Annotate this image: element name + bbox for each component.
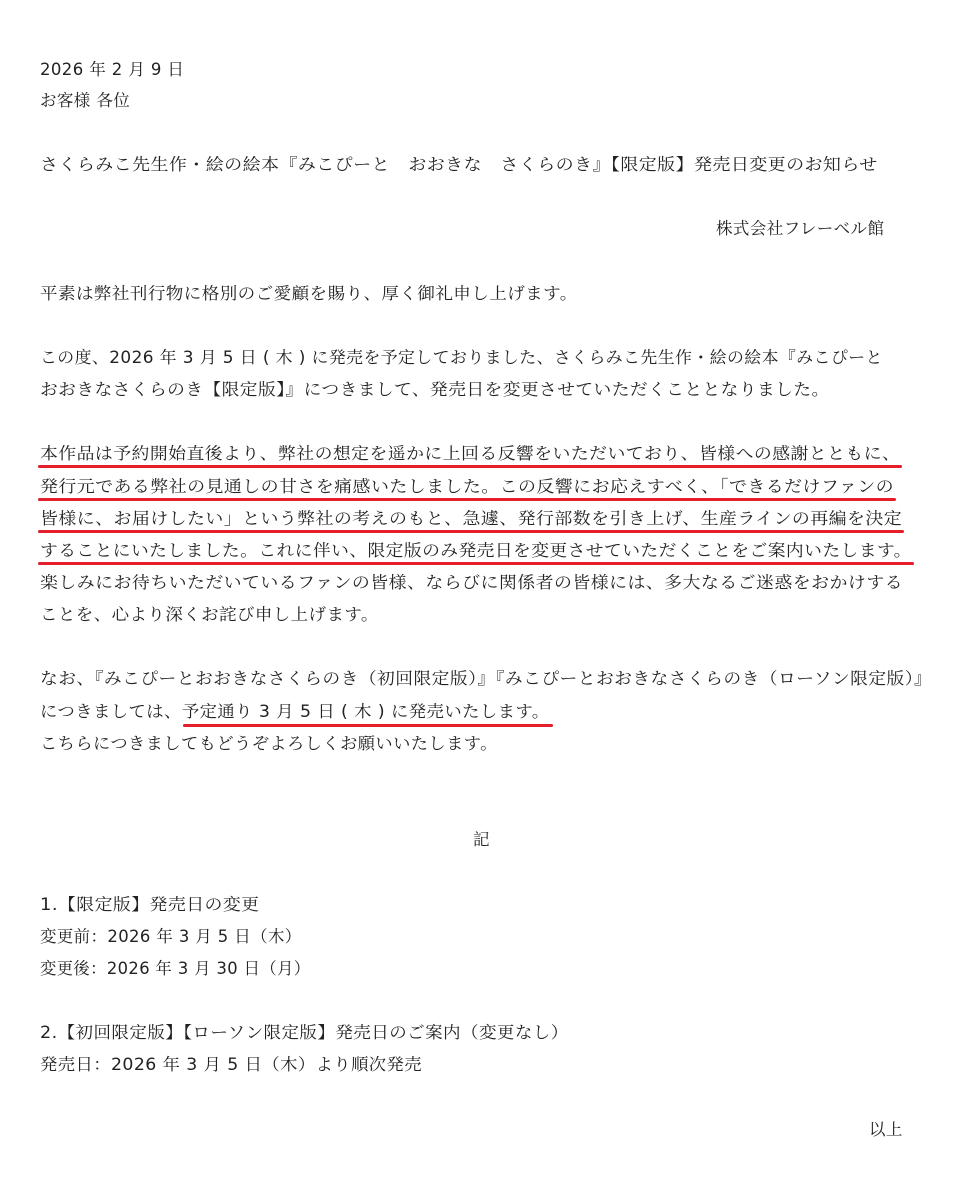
letter-date: 2026 年 2 月 9 日	[40, 60, 185, 79]
recipient: お客様 各位	[40, 91, 131, 110]
greeting-paragraph: 平素は弊社刊行物に格別のご愛顧を賜り、厚く御礼申し上げます。	[40, 284, 578, 303]
notice-paragraph-line-2: おおきなさくらのき【限定版】』につきまして、発売日を変更させていただくこととなりました。	[40, 380, 830, 399]
ki-heading: 記	[473, 830, 490, 849]
standard-edition-line-1: なお、『みこぴーとおおきなさくらのき（初回限定版）』『みこぴーとおおきなさくらのき（ローソン限定版）』	[40, 669, 933, 688]
item-1-heading: 1.【限定版】発売日の変更	[40, 895, 260, 914]
notice-paragraph-line-1: この度、2026 年 3 月 5 日 ( 木 ) に発売を予定しておりました、さくらみこ先生作・絵の絵本『みこぴーと	[40, 348, 883, 367]
item-1-after: 変更後：2026 年 3 月 30 日（月）	[40, 959, 311, 978]
standard-edition-prefix: につきましては、	[40, 702, 182, 721]
red-underline-2	[38, 498, 896, 501]
letter-title: さくらみこ先生作・絵の絵本『みこぴーと おおきな さくらのき』【限定版】発売日変更のお知らせ	[40, 155, 878, 174]
red-underline-1	[38, 465, 902, 468]
item-2-date: 発売日：2026 年 3 月 5 日（木）より順次発売	[40, 1055, 423, 1074]
apology-paragraph-line-1: 本作品は予約開始直後より、弊社の想定を遥かに上回る反響をいただいており、皆様への感謝とともに、	[40, 444, 901, 463]
closing-ijo: 以上	[869, 1120, 903, 1139]
apology-paragraph-line-2: 発行元である弊社の見通しの甘さを痛感いたしました。この反響にお応えすべく、「できるだけファンの	[40, 477, 895, 496]
apology-paragraph-line-3: 皆様に、お届けしたい」という弊社の考えのもと、急遽、発行部数を引き上げ、生産ラインの再編を決定	[40, 509, 903, 528]
red-underline-5	[183, 724, 553, 727]
red-underline-4	[38, 562, 914, 565]
apology-paragraph-line-5: 楽しみにお待ちいただいているファンの皆様、ならびに関係者の皆様には、多大なるご迷惑をおかけする	[40, 573, 903, 592]
apology-paragraph-line-6: ことを、心より深くお詫び申し上げます。	[40, 605, 379, 624]
release-as-planned-text: 予定通り 3 月 5 日 ( 木 ) に発売いたします。	[181, 702, 550, 721]
standard-edition-line-3: こちらにつきましてもどうぞよろしくお願いいたします。	[40, 734, 498, 753]
item-2-heading: 2.【初回限定版】【ローソン限定版】発売日のご案内（変更なし）	[40, 1023, 569, 1042]
red-underline-3	[38, 530, 904, 533]
sender-company: 株式会社フレーベル館	[716, 219, 885, 238]
apology-paragraph-line-4: することにいたしました。これに伴い、限定版のみ発売日を変更させていただくことをご案内いたします。	[40, 541, 912, 560]
standard-edition-line-2	[40, 700, 550, 724]
item-1-before: 変更前：2026 年 3 月 5 日（木）	[40, 927, 302, 946]
